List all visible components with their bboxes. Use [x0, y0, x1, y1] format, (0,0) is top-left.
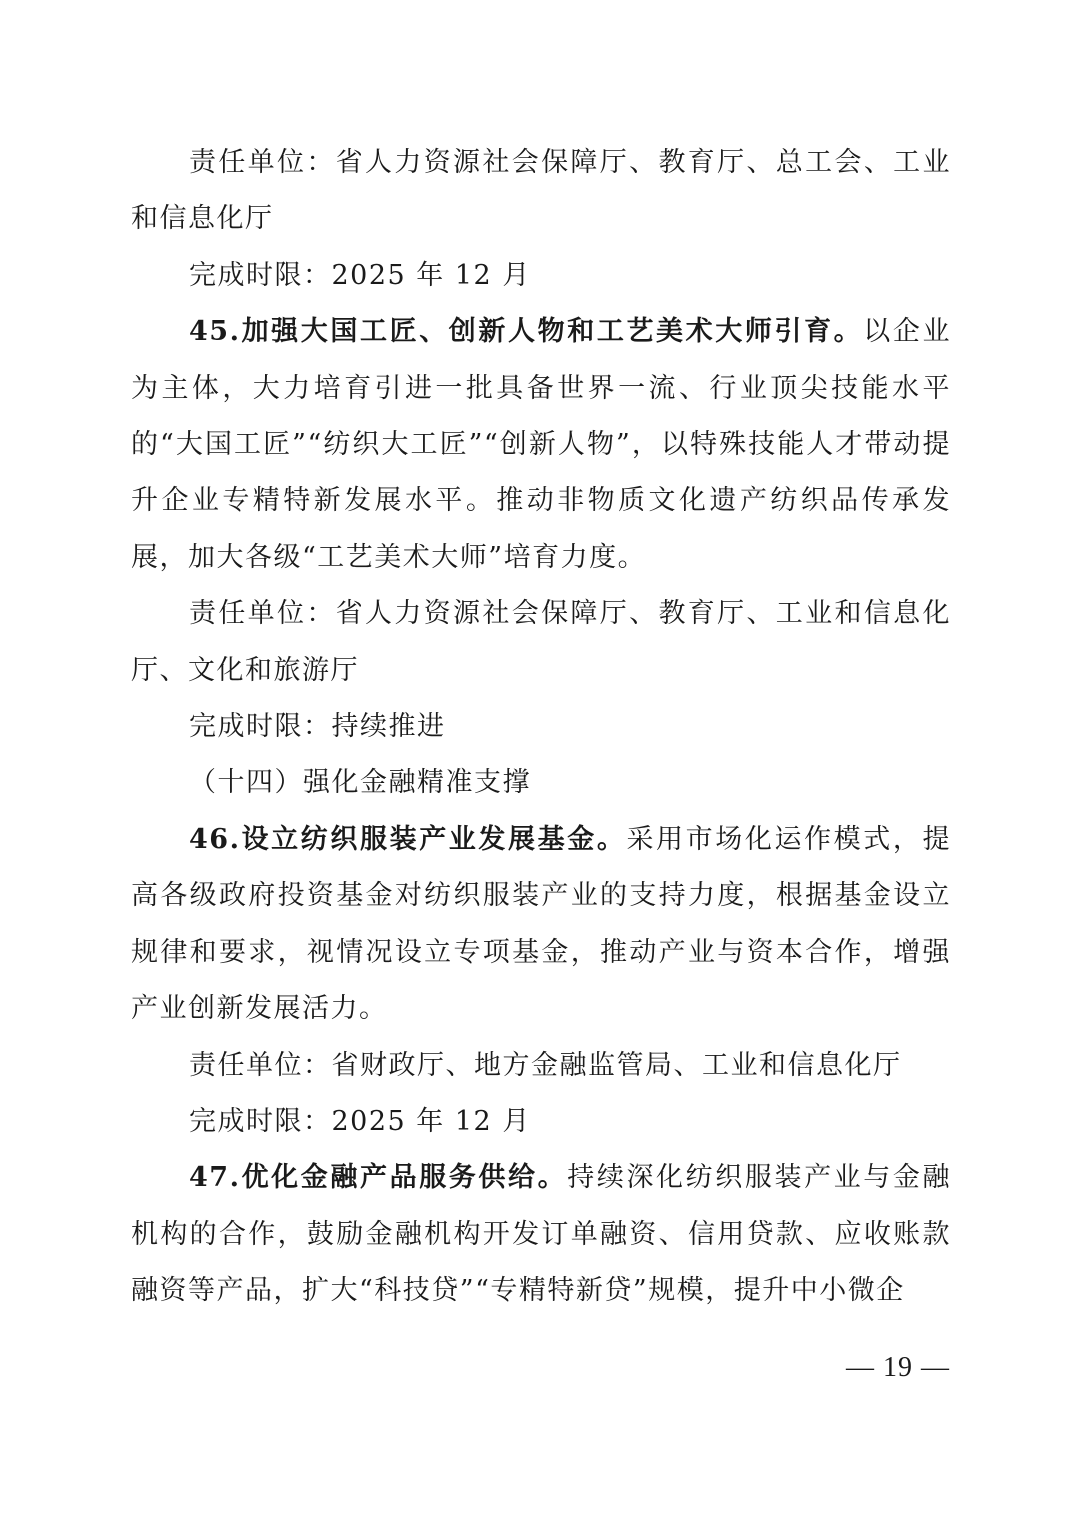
- paragraph-text: 完成时限：持续推进: [189, 711, 446, 743]
- paragraph-text: 责任单位：省人力资源社会保障厅、教育厅、总工会、工业和信息化厅: [131, 147, 951, 235]
- item-heading: 47.优化金融产品服务供给。: [189, 1162, 568, 1194]
- paragraph-responsible-units-1: [131, 135, 951, 248]
- section-heading-14: [131, 755, 951, 811]
- paragraph-text: 责任单位：省财政厅、地方金融监管局、工业和信息化厅: [189, 1049, 902, 1081]
- paragraph-deadline-3: [131, 1094, 951, 1150]
- paragraph-deadline-2: [131, 699, 951, 755]
- paragraph-item-46: [131, 812, 951, 1038]
- paragraph-item-47: [131, 1150, 951, 1319]
- paragraph-responsible-units-2: [131, 586, 951, 699]
- body-text: [131, 135, 951, 1320]
- paragraph-text: 完成时限：2025 年 12 月: [189, 1105, 531, 1137]
- paragraph-text: 持续深化纺织服装产业与金融机构的合作，鼓励金融机构开发订单融资、信用贷款、应收账款融资等产品，扩大“科技贷”“专精特新贷”规模，提升中小微企: [131, 1162, 951, 1307]
- item-heading: 46.设立纺织服装产业发展基金。: [189, 823, 627, 855]
- section-heading-text: （十四）强化金融精准支撑: [189, 767, 531, 799]
- paragraph-item-45: [131, 304, 951, 586]
- paragraph-responsible-units-3: [131, 1038, 951, 1094]
- paragraph-text: 以企业为主体，大力培育引进一批具备世界一流、行业顶尖技能水平的“大国工匠”“纺织大工匠”“创新人物”，以特殊技能人才带动提升企业专精特新发展水平。推动非物质文化遗产纺织品传承发展，加大各级“工艺美术大师”培育力度。: [131, 316, 951, 573]
- item-heading: 45.加强大国工匠、创新人物和工艺美术大师引育。: [189, 316, 864, 348]
- paragraph-deadline-1: [131, 248, 951, 304]
- page-number: — 19 —: [846, 1352, 950, 1383]
- paragraph-text: 责任单位：省人力资源社会保障厅、教育厅、工业和信息化厅、文化和旅游厅: [131, 598, 951, 686]
- paragraph-text: 完成时限：2025 年 12 月: [189, 259, 531, 291]
- paragraph-text: 采用市场化运作模式，提高各级政府投资基金对纺织服装产业的支持力度，根据基金设立规律和要求，视情况设立专项基金，推动产业与资本合作，增强产业创新发展活力。: [131, 823, 952, 1025]
